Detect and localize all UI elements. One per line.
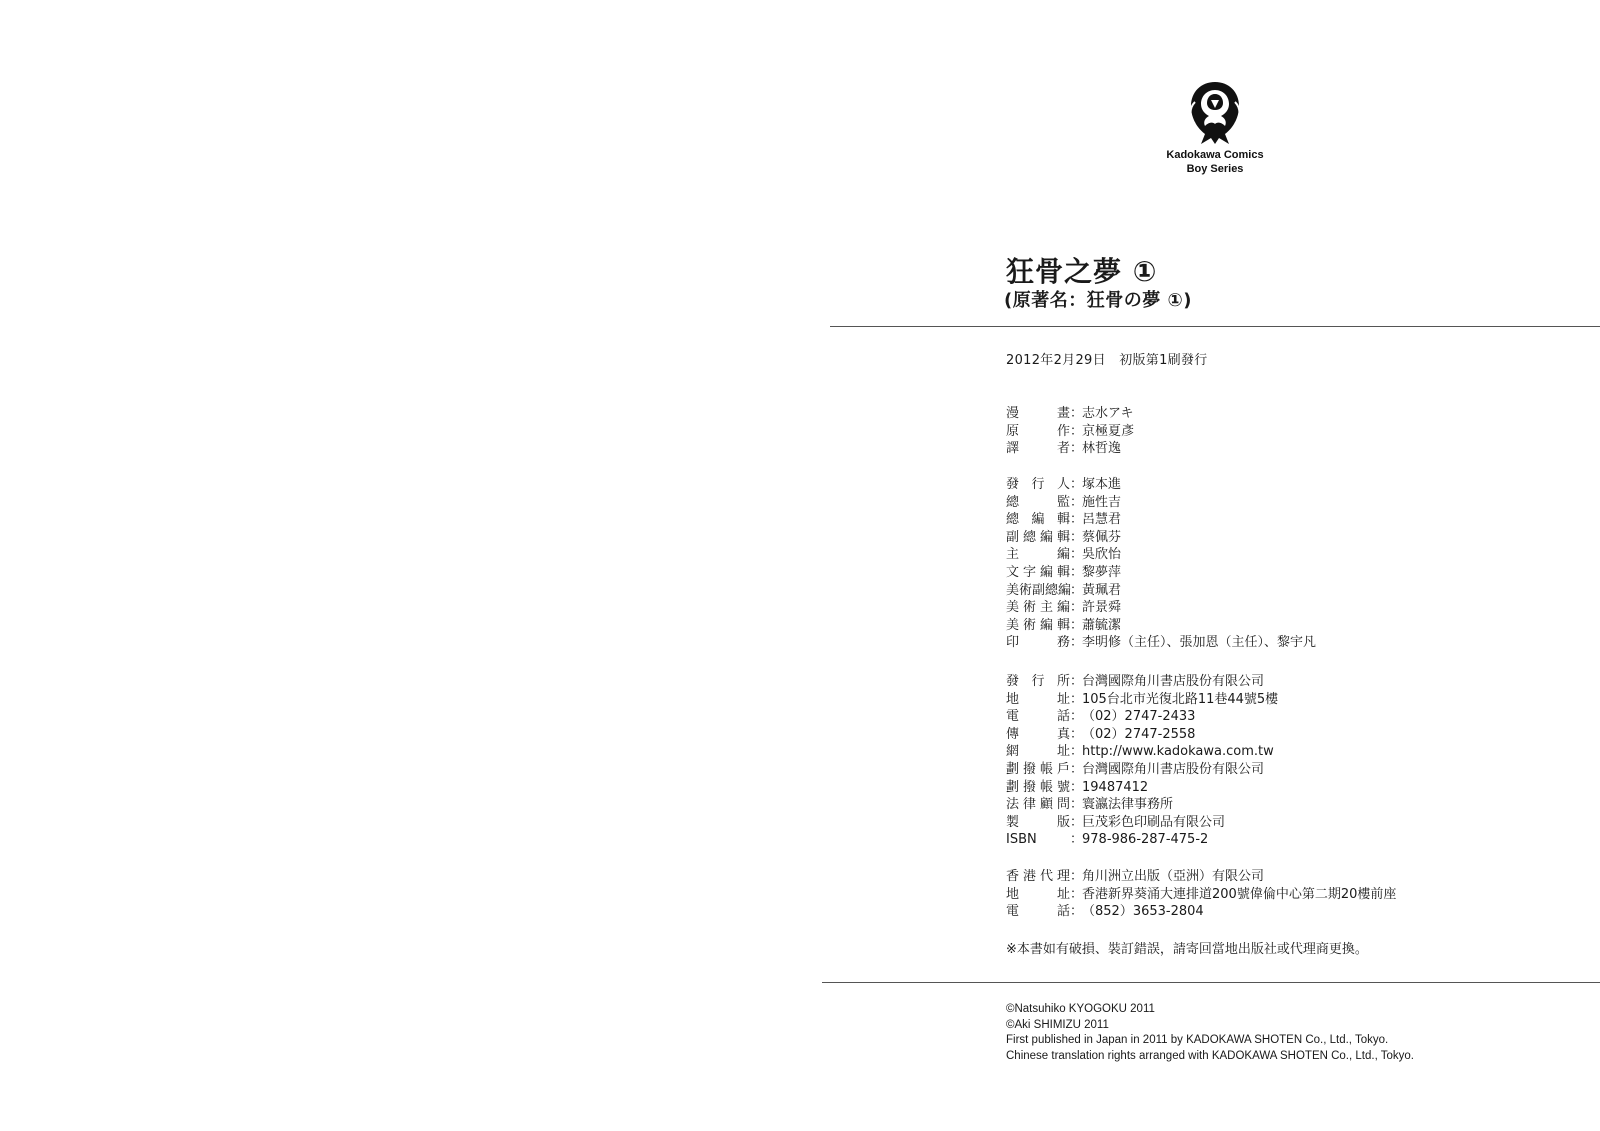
credit-label: 主編 (1006, 547, 1070, 563)
phoenix-emblem-icon (1183, 78, 1247, 148)
credit-value: 林哲逸 (1082, 441, 1122, 457)
credit-value: 志水アキ (1082, 406, 1134, 421)
credit-row (1006, 814, 1278, 832)
credit-label: 劃撥帳號 (1006, 779, 1070, 795)
credit-separator: ： (1070, 904, 1084, 920)
credit-label: 法律顧問 (1006, 797, 1070, 813)
credit-value: 黎夢萍 (1082, 564, 1122, 580)
credit-value: 京極夏彥 (1082, 423, 1135, 439)
credit-label: 總編輯 (1006, 512, 1070, 528)
credit-value: 978-986-287-475-2 (1082, 832, 1209, 848)
credit-label: 譯者 (1006, 441, 1070, 457)
credit-separator: ： (1070, 832, 1084, 848)
credit-row (1006, 546, 1316, 564)
credit-separator: ： (1070, 529, 1084, 545)
credit-label: 電話 (1006, 709, 1070, 725)
credit-row (1006, 779, 1278, 797)
credit-label: 美術編輯 (1006, 617, 1070, 633)
credit-label: 印務 (1006, 635, 1070, 651)
copyright-line: ©Aki SHIMIZU 2011 (1006, 1018, 1109, 1031)
credit-row (1006, 868, 1396, 886)
credit-value: 寰瀛法律事務所 (1082, 797, 1174, 813)
credit-separator: ： (1070, 635, 1084, 651)
credit-label: 製版 (1006, 814, 1070, 830)
credits-creators (1006, 405, 1134, 458)
credits-staff (1006, 476, 1316, 652)
credit-row (1006, 529, 1316, 547)
credit-separator: ： (1070, 779, 1084, 795)
copyright-line: First published in Japan in 2011 by KADOKAWA SHOTEN Co., Ltd., Tokyo. (1006, 1034, 1389, 1046)
logo-line-2: Boy Series (1186, 163, 1244, 175)
credit-value: 蕭毓潔 (1082, 617, 1122, 633)
credit-value: 塚本進 (1082, 477, 1122, 492)
credit-separator: ： (1070, 406, 1084, 421)
credit-separator: ： (1070, 547, 1084, 563)
credit-separator: ： (1070, 744, 1084, 760)
credit-value: （852）3653-2804 (1082, 904, 1204, 920)
credit-separator: ： (1070, 797, 1084, 813)
credit-label: 發行所 (1006, 674, 1070, 689)
credit-separator: ： (1070, 477, 1084, 492)
credit-value: 李明修（主任）、張加恩（主任）、黎宇凡 (1082, 635, 1317, 651)
copyright-line: ©Natsuhiko KYOGOKU 2011 (1006, 1003, 1155, 1015)
credit-separator: ： (1070, 582, 1084, 598)
credit-label: 漫畫 (1006, 406, 1070, 421)
credit-separator: ： (1070, 600, 1084, 616)
original-title: (原著名：狂骨の夢 ①) (1004, 290, 1192, 311)
credit-value: http://www.kadokawa.com.tw (1082, 744, 1274, 760)
credit-row (1006, 564, 1316, 582)
credit-label: 副總編輯 (1006, 529, 1070, 545)
publisher-logo (1150, 78, 1280, 176)
credit-separator: ： (1070, 886, 1084, 902)
credit-separator: ： (1070, 814, 1084, 830)
credit-row (1006, 886, 1396, 904)
credit-label: 總監 (1006, 494, 1070, 510)
credit-separator: ： (1070, 869, 1084, 884)
credit-label: 劃撥帳戶 (1006, 761, 1070, 777)
credit-row (1006, 726, 1278, 744)
copyright-block (1006, 1002, 1414, 1064)
logo-line-1: Kadokawa Comics (1166, 149, 1264, 161)
credit-row (1006, 743, 1278, 761)
book-title: 狂骨之夢 ① (1006, 255, 1158, 288)
credit-value: 施性吉 (1082, 494, 1122, 510)
credit-row (1006, 476, 1316, 494)
edition-line: 2012年2月29日 初版第1刷發行 (1006, 353, 1208, 368)
credit-label: 美術副總編 (1006, 582, 1072, 598)
credit-separator: ： (1070, 564, 1084, 580)
credit-separator: ： (1070, 726, 1084, 742)
credit-value: 台灣國際角川書店股份有限公司 (1082, 761, 1265, 777)
credit-row (1006, 796, 1278, 814)
credit-label: 傳真 (1006, 726, 1070, 742)
credit-label: 發行人 (1006, 477, 1070, 492)
credit-row (1006, 634, 1316, 652)
credit-value: 巨茂彩色印刷品有限公司 (1082, 814, 1226, 830)
credit-row (1006, 599, 1316, 617)
credit-value: 蔡佩芬 (1082, 529, 1122, 545)
credit-row (1006, 691, 1278, 709)
credit-separator: ： (1070, 709, 1084, 725)
credit-label: 香港代理 (1006, 869, 1070, 884)
credits-hk-agent (1006, 868, 1396, 921)
credit-value: 角川洲立出版（亞洲）有限公司 (1082, 869, 1265, 884)
credit-row (1006, 761, 1278, 779)
credit-separator: ： (1070, 494, 1084, 510)
credit-row (1006, 423, 1134, 441)
credit-row (1006, 708, 1278, 726)
credit-label: ISBN (1006, 832, 1037, 848)
credit-separator: ： (1070, 423, 1084, 439)
credit-row (1006, 903, 1396, 921)
credit-separator: ： (1070, 674, 1084, 689)
credit-row (1006, 831, 1278, 849)
credit-label: 電話 (1006, 904, 1070, 920)
copyright-line: Chinese translation rights arranged with KADOKAWA SHOTEN Co., Ltd., Tokyo. (1006, 1049, 1414, 1062)
damage-notice: ※本書如有破損、裝訂錯誤，請寄回當地出版社或代理商更換。 (1006, 942, 1368, 957)
credit-separator: ： (1070, 512, 1084, 528)
credit-value: 105台北市光復北路11巷44號5樓 (1082, 691, 1279, 707)
credit-value: （02）2747-2433 (1082, 709, 1196, 725)
credit-row (1006, 494, 1316, 512)
credit-value: （02）2747-2558 (1082, 726, 1196, 742)
credit-row (1006, 617, 1316, 635)
credits-publisher (1006, 673, 1278, 849)
credit-row (1006, 582, 1316, 600)
credit-value: 呂慧君 (1082, 512, 1122, 528)
credit-label: 地址 (1006, 886, 1070, 902)
credit-row (1006, 440, 1134, 458)
divider-bottom (822, 982, 1600, 983)
credit-label: 文字編輯 (1006, 564, 1070, 580)
credit-separator: ： (1070, 617, 1084, 633)
divider-top (830, 326, 1600, 327)
credit-value: 台灣國際角川書店股份有限公司 (1082, 674, 1265, 689)
credit-row (1006, 673, 1278, 691)
credit-row (1006, 511, 1316, 529)
credit-value: 19487412 (1082, 779, 1149, 795)
credit-value: 香港新界葵涌大連排道200號偉倫中心第二期20樓前座 (1082, 886, 1397, 902)
credit-label: 原作 (1006, 423, 1070, 439)
credit-label: 地址 (1006, 691, 1070, 707)
credit-label: 網址 (1006, 744, 1070, 760)
credit-value: 許景舜 (1082, 600, 1122, 616)
credit-separator: ： (1070, 441, 1084, 457)
credit-row (1006, 405, 1134, 423)
credit-label: 美術主編 (1006, 600, 1070, 616)
credit-value: 黃珮君 (1082, 582, 1122, 598)
credit-separator: ： (1070, 691, 1084, 707)
credit-value: 吳欣怡 (1082, 547, 1122, 563)
credit-separator: ： (1070, 761, 1084, 777)
